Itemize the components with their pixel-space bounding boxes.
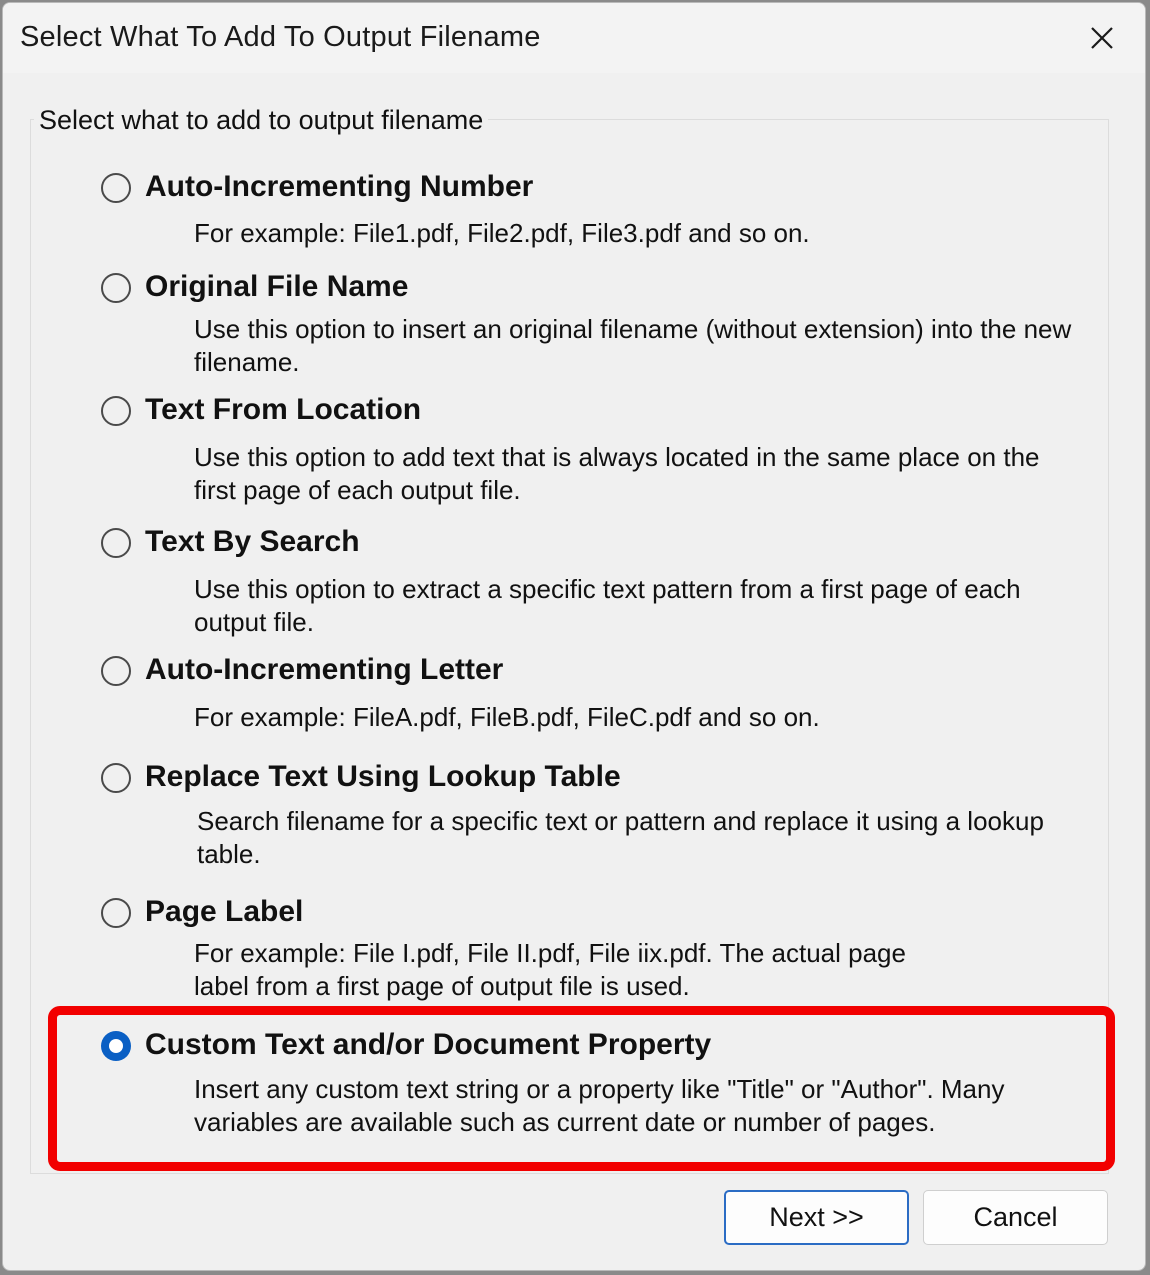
cancel-button[interactable]: Cancel (923, 1190, 1108, 1245)
close-button[interactable] (1067, 9, 1137, 67)
next-button[interactable]: Next >> (724, 1190, 909, 1245)
option-title: Replace Text Using Lookup Table (145, 760, 621, 793)
radio-original-file-name[interactable] (101, 273, 131, 303)
option-title: Original File Name (145, 270, 409, 303)
option-description: Search filename for a specific text or pattern and replace it using a lookup table. (197, 806, 1044, 869)
radio-text-from-location[interactable] (101, 396, 131, 426)
radio-replace-text-lookup-table[interactable] (101, 763, 131, 793)
close-icon (1090, 26, 1114, 50)
option-description: Use this option to insert an original filename (without extension) into the new filename. (194, 314, 1072, 377)
group-label: Select what to add to output filename (34, 105, 488, 136)
option-title: Custom Text and/or Document Property (145, 1028, 712, 1061)
radio-page-label[interactable] (101, 898, 131, 928)
radio-text-by-search[interactable] (101, 528, 131, 558)
radio-auto-incrementing-number[interactable] (101, 173, 131, 203)
option-title: Text From Location (145, 393, 422, 426)
option-description: Use this option to add text that is always located in the same place on the first page of each output file. (194, 442, 1040, 505)
highlight-box (48, 1006, 1115, 1171)
option-title: Auto-Incrementing Number (145, 170, 534, 203)
dialog-window (2, 2, 1146, 1271)
option-description: For example: File1.pdf, File2.pdf, File3.pdf and so on. (194, 218, 810, 248)
title-bar (3, 3, 1145, 73)
option-description: Insert any custom text string or a property like "Title" or "Author". Many variables are available such as current date or number of pages. (194, 1074, 1005, 1137)
option-description: For example: FileA.pdf, FileB.pdf, FileC.pdf and so on. (194, 702, 820, 732)
dialog-title: Select What To Add To Output Filename (20, 21, 541, 53)
option-description: For example: File I.pdf, File II.pdf, File iix.pdf. The actual page label from a first page of output file is used. (194, 938, 906, 1001)
option-description: Use this option to extract a specific text pattern from a first page of each output file. (194, 574, 1021, 637)
radio-auto-incrementing-letter[interactable] (101, 656, 131, 686)
option-title: Auto-Incrementing Letter (145, 653, 504, 686)
option-title: Text By Search (145, 525, 360, 558)
option-title: Page Label (145, 895, 304, 928)
